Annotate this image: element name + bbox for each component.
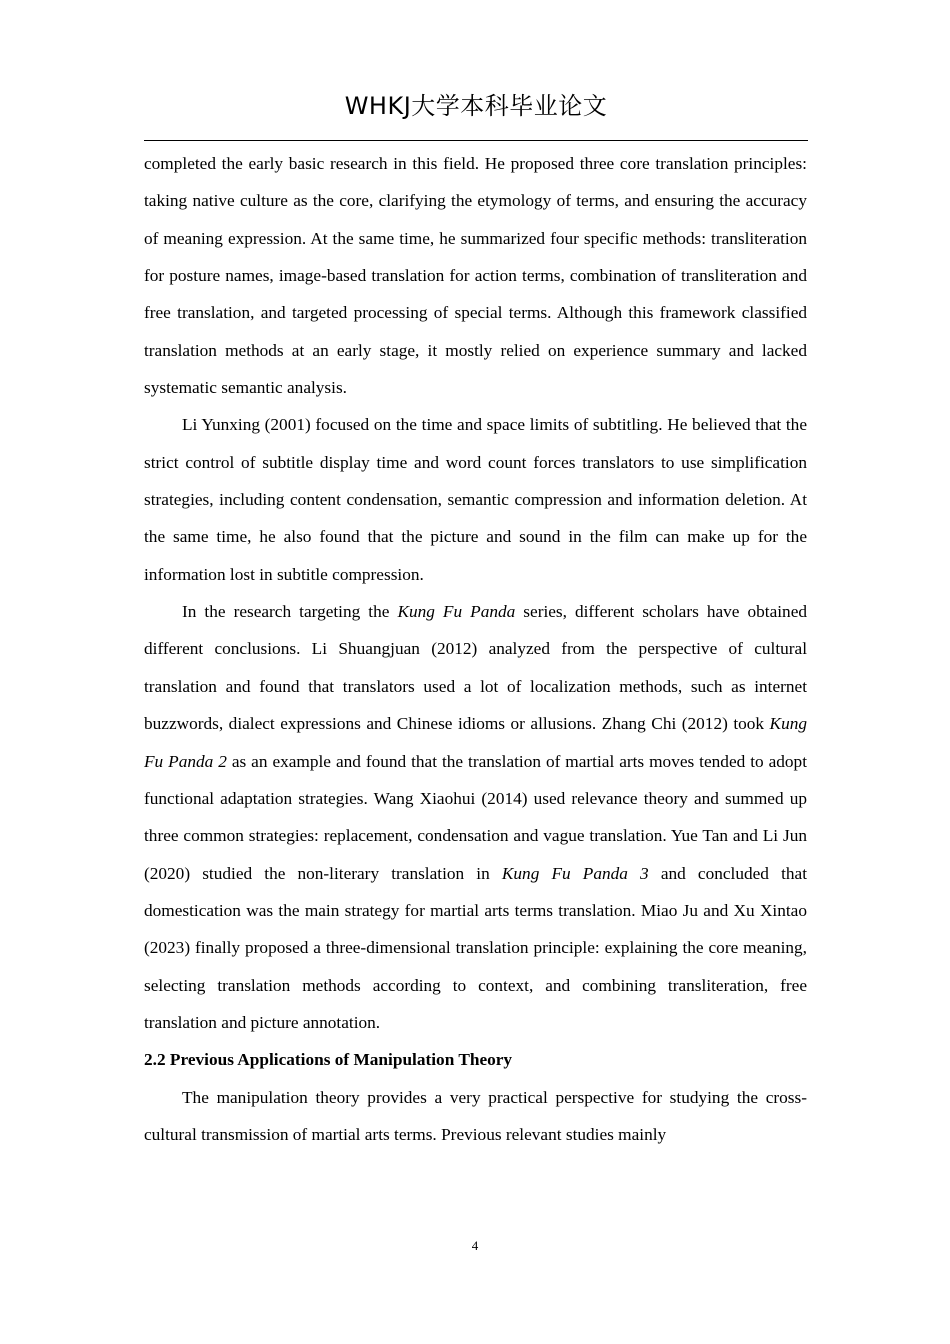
text-run: as an example and found that the translation of martial arts moves tended to adopt functional adaptation strategies. Wang Xiaohui (2014) used relevance theory and summed up three common strategies: replacement, condensation and vague translation. Yue Tan and Li Jun (2020) studied the non-literary translation in	[144, 751, 807, 883]
header-rule	[144, 140, 808, 141]
paragraph-kung-fu-panda-research	[144, 593, 807, 1041]
film-title: Kung Fu Panda 2	[144, 714, 807, 771]
section-heading: 2.2 Previous Applications of Manipulation Theory	[144, 1050, 513, 1070]
film-title: Kung Fu Panda 3	[501, 863, 649, 883]
running-header: WHKJ大学本科毕业论文	[344, 92, 608, 120]
text-run: series, different scholars have obtained different conclusions. Li Shuangjuan (2012) analyzed from the perspective of cultural translation and found that translators used a lot of localization methods, such as internet buzzwords, dialect expressions and Chinese idioms or allusions. Zhang Chi (2012) took	[144, 602, 808, 734]
film-title: Kung Fu Panda	[397, 602, 516, 622]
text-run: In the research targeting the	[182, 602, 398, 622]
body-text	[144, 145, 807, 1153]
paragraph-continued: completed the early basic research in this field. He proposed three core translation principles: taking native culture as the core, clarifying the etymology of terms, and ensuring the accuracy of meaning expression. At the same time, he summarized four specific methods: transliteration for posture names, image-based translation for action terms, combination of transliteration and free translation, and targeted processing of special terms. Although this framework classified translation methods at an early stage, it mostly relied on experience summary and lacked systematic semantic analysis.	[144, 154, 807, 398]
text-run: and concluded that domestication was the main strategy for martial arts terms translation. Miao Ju and Xu Xintao (2023) finally proposed a three-dimensional translation principle: explaining the core meaning, selecting translation methods according to context, and combining transliteration, free translation and picture annotation.	[144, 863, 807, 1032]
paragraph-li-yunxing: Li Yunxing (2001) focused on the time and space limits of subtitling. He believed that the strict control of subtitle display time and word count forces translators to use simplification strategies, including content condensation, semantic compression and information deletion. At the same time, he also found that the picture and sound in the film can make up for the information lost in subtitle compression.	[144, 415, 807, 584]
page-number: 4	[471, 1238, 479, 1253]
paragraph-manipulation-theory: The manipulation theory provides a very practical perspective for studying the cross-cultural transmission of martial arts terms. Previous relevant studies mainly	[144, 1087, 807, 1144]
